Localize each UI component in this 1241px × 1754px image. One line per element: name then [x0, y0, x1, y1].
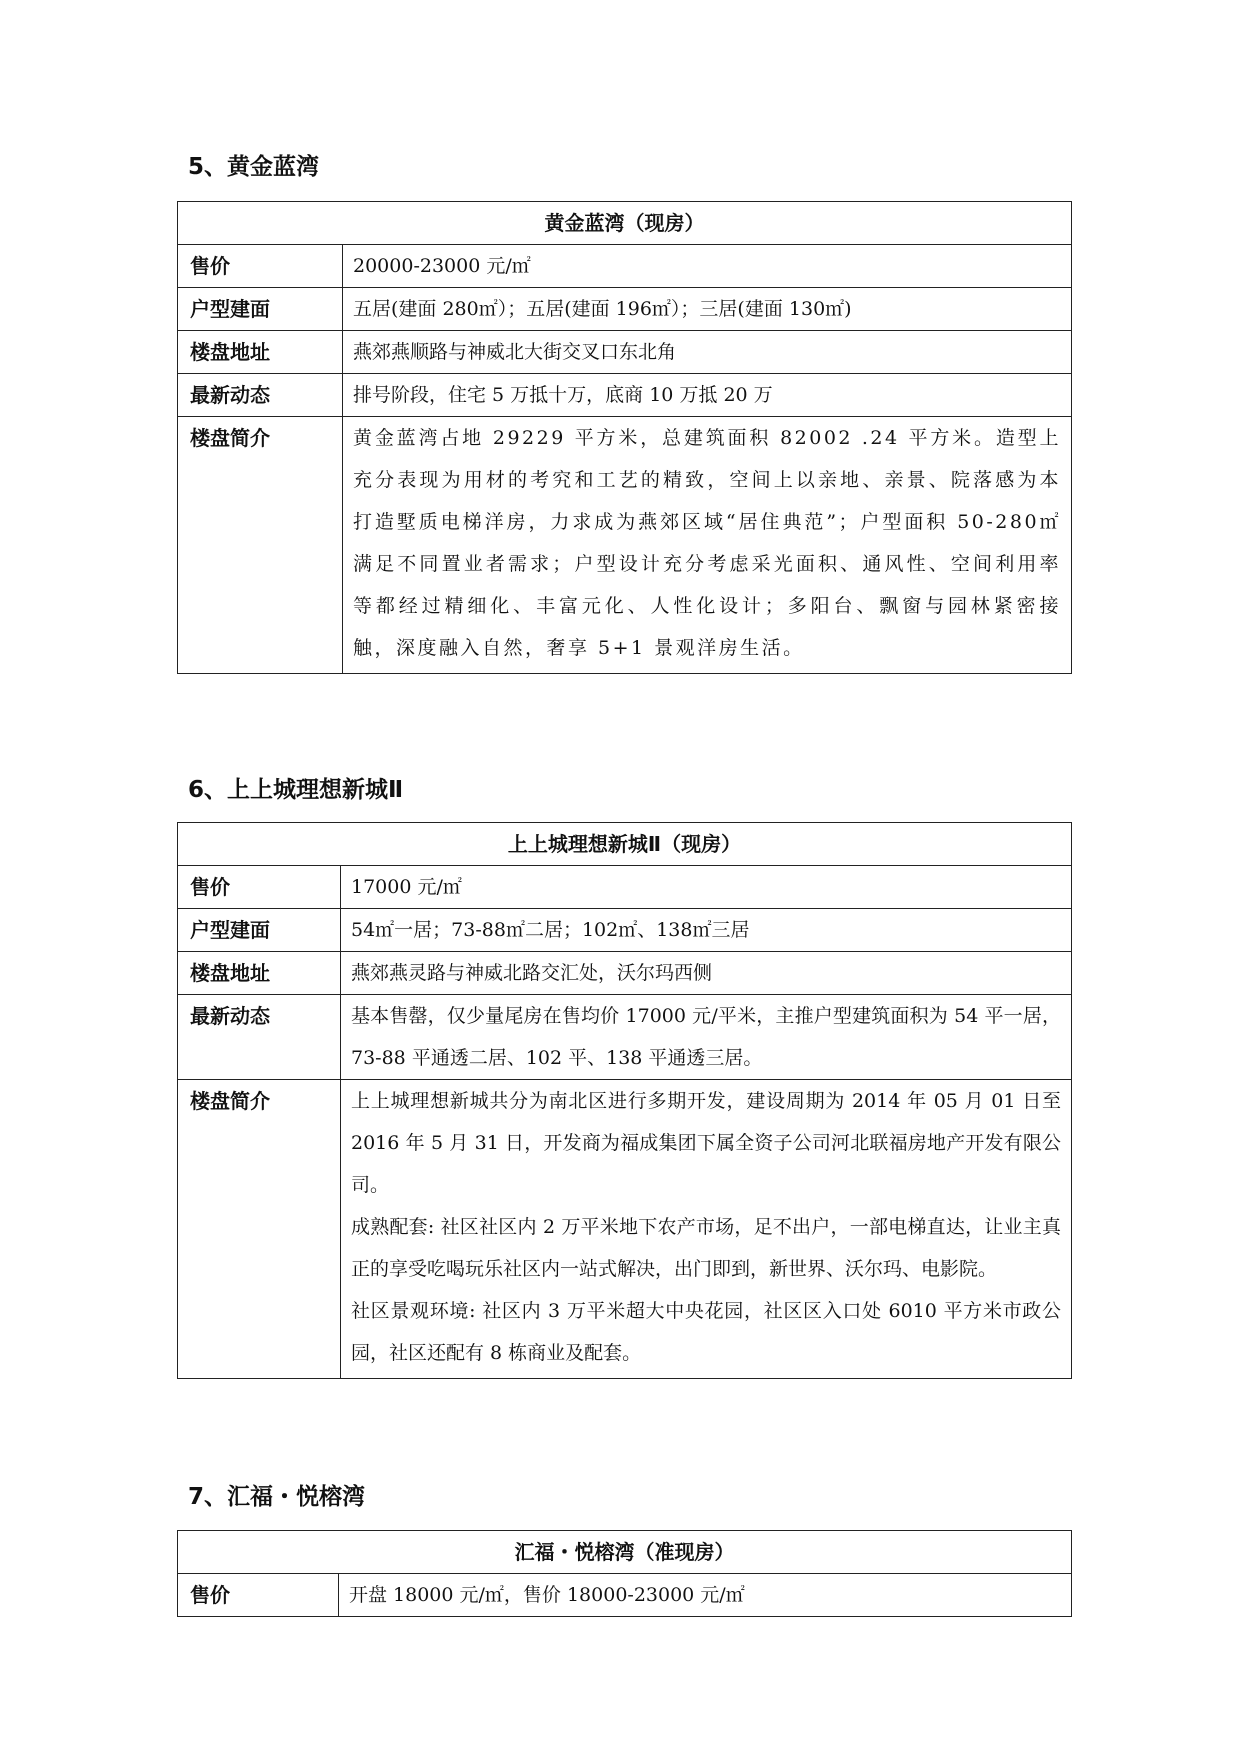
table-row [178, 866, 1072, 909]
intro-paragraph: 成熟配套: 社区社区内 2 万平米地下农产市场，足不出户，一部电梯直达，让业主真正的享受吃喝玩乐社区内一站式解决，出门即到，新世界、沃尔玛、电影院。 [351, 1216, 1061, 1280]
section-title-5: 5、黄金蓝湾 [188, 154, 320, 180]
table-row [178, 995, 1072, 1080]
row-label-address: 楼盘地址 [178, 952, 341, 995]
row-value-price: 开盘 18000 元/㎡，售价 18000-23000 元/㎡ [339, 1574, 1072, 1617]
row-label-price: 售价 [178, 866, 341, 909]
table-row [178, 331, 1072, 374]
table-title: 上上城理想新城Ⅱ（现房） [178, 823, 1072, 866]
table-row [178, 1080, 1072, 1379]
news-paragraph: 基本售罄，仅少量尾房在售均价 17000 元/平米，主推户型建筑面积为 54 平一居，73-88 平通透二居、102 平、138 平通透三居。 [351, 1005, 1061, 1069]
table-row [178, 909, 1072, 952]
table-row [178, 417, 1072, 674]
row-label-address: 楼盘地址 [178, 331, 343, 374]
row-value-layout: 五居(建面 280㎡）；五居(建面 196㎡）；三居(建面 130㎡) [343, 288, 1072, 331]
row-label-intro: 楼盘简介 [178, 417, 343, 674]
table-row [178, 1574, 1072, 1617]
row-label-layout: 户型建面 [178, 909, 341, 952]
property-table-7 [177, 1530, 1072, 1617]
table-row [178, 288, 1072, 331]
table-row [178, 245, 1072, 288]
row-label-news: 最新动态 [178, 995, 341, 1080]
property-table-6 [177, 822, 1072, 1379]
table-title: 黄金蓝湾（现房） [178, 202, 1072, 245]
row-value-price: 20000-23000 元/㎡ [343, 245, 1072, 288]
row-label-price: 售价 [178, 245, 343, 288]
table-title: 汇福・悦榕湾（准现房） [178, 1531, 1072, 1574]
intro-paragraph: 黄金蓝湾占地 29229 平方米，总建筑面积 82002 .24 平方米。造型上充分表现为用材的考究和工艺的精致，空间上以亲地、亲景、院落感为本打造墅质电梯洋房，力求成为燕郊区域“居住典范”；户型面积 50-280㎡满足不同置业者需求；户型设计充分考虑采光面积、通风性、空间利用率等都经过精细化、丰富元化、人性化设计；多阳台、飘窗与园林紧密接触，深度融入自然，奢享 5+1 景观洋房生活。 [353, 427, 1061, 659]
intro-paragraph: 上上城理想新城共分为南北区进行多期开发，建设周期为 2014 年 05 月 01 日至 2016 年 5 月 31 日，开发商为福成集团下属全资子公司河北联福房地产开发有限公司。 [351, 1090, 1061, 1196]
section-title-7: 7、汇福・悦榕湾 [188, 1484, 366, 1510]
row-value-address: 燕郊燕灵路与神威北路交汇处，沃尔玛西侧 [341, 952, 1072, 995]
row-label-intro: 楼盘简介 [178, 1080, 341, 1379]
row-value-layout: 54㎡一居；73-88㎡二居；102㎡、138㎡三居 [341, 909, 1072, 952]
property-table-5 [177, 201, 1072, 674]
table-row [178, 374, 1072, 417]
row-value-news: 排号阶段，住宅 5 万抵十万，底商 10 万抵 20 万 [343, 374, 1072, 417]
row-label-price: 售价 [178, 1574, 339, 1617]
row-label-layout: 户型建面 [178, 288, 343, 331]
section-title-6: 6、上上城理想新城Ⅱ [188, 777, 404, 803]
row-label-news: 最新动态 [178, 374, 343, 417]
row-value-price: 17000 元/㎡ [341, 866, 1072, 909]
table-row [178, 952, 1072, 995]
intro-paragraph: 社区景观环境: 社区内 3 万平米超大中央花园，社区区入口处 6010 平方米市政公园，社区还配有 8 栋商业及配套。 [351, 1300, 1061, 1364]
row-value-address: 燕郊燕顺路与神威北大街交叉口东北角 [343, 331, 1072, 374]
